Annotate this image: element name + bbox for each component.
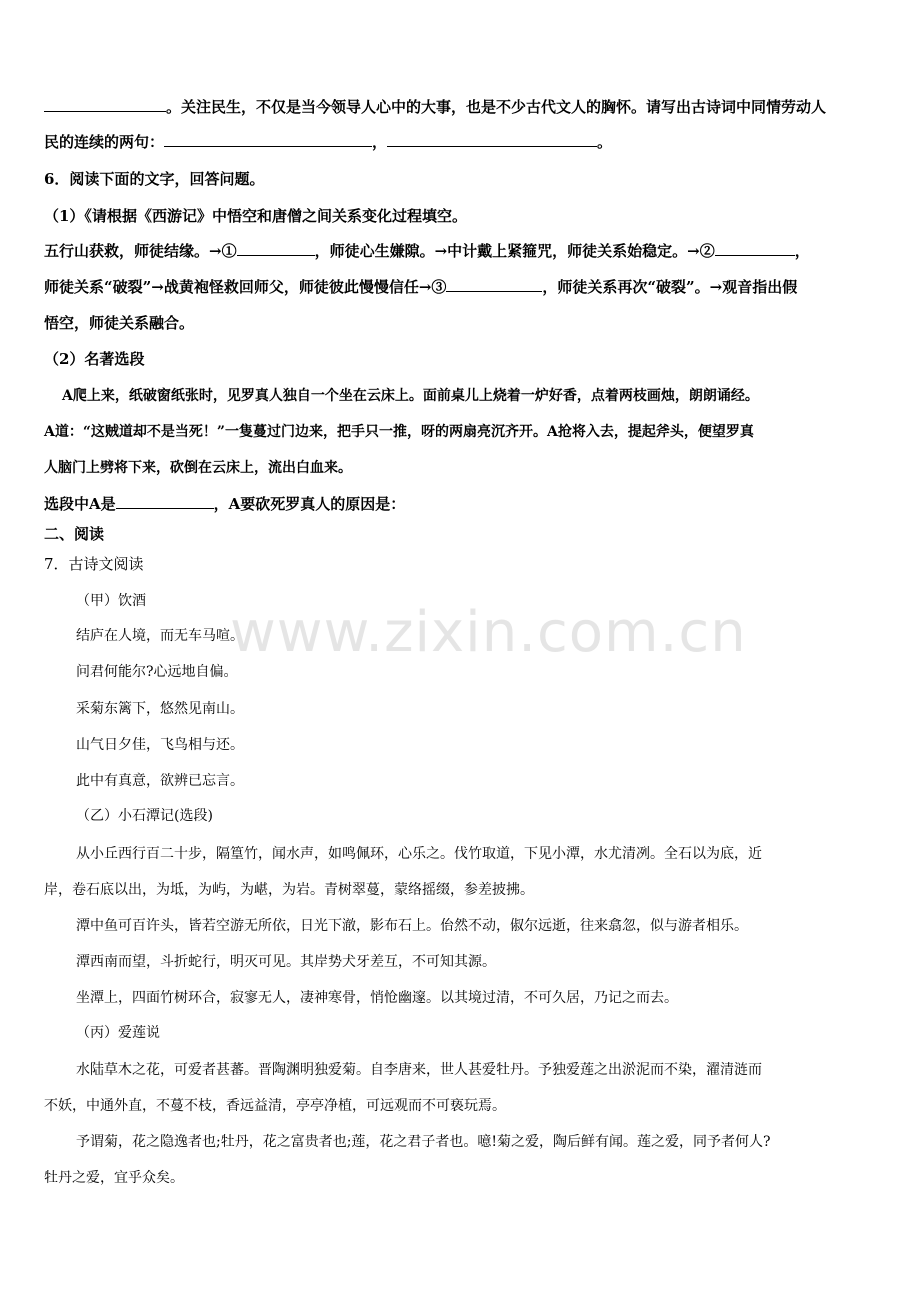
poem-line: 结庐在人境，而无车马喧。 [76,628,244,644]
prose-yi-line: 坐潭上，四面竹树环合，寂寥无人，凄神寒骨，悄怆幽邃。以其境过清，不可久居，乃记之而去。 [76,990,678,1006]
answer-blank [446,277,542,292]
q5-line-1: 。关注民生，不仅是当今领导人心中的大事，也是不少古代文人的胸怀。请写出古诗词中同情劳动人 [44,96,826,118]
excerpt-line-2: A道：“这贼道却不是当死！”一隻蔓过门边来，把手只一推，呀的两扇亮沉齐开。A抢将入去，提起斧头，便望罗真 [44,424,754,440]
prose-bing-line: 牡丹之爱，宜乎众矣。 [44,1170,184,1186]
poem-jia-title: （甲）饮酒 [76,593,146,609]
q6-part1-title: （1）《请根据《西游记》中悟空和唐僧之间关系变化过程填空。 [44,207,467,225]
excerpt-line-1: A爬上来，纸破窗纸张时，见罗真人独自一个坐在云床上。面前桌儿上烧着一炉好香，点着两枝画烛，朗朗诵经。 [62,388,759,404]
q6-flow-line-2: 师徒关系“破裂”→战黄袍怪救回师父，师徒彼此慢慢信任→③ ，师徒关系再次“破裂”。→观音指出假 [44,278,798,296]
section-title: 二、阅读 [44,525,105,543]
answer-blank [387,132,597,147]
answer-blank [164,132,372,147]
answer-blank [116,494,214,509]
q6-flow-line-3: 悟空，师徒关系融合。 [44,314,195,332]
answer-blank [715,241,795,256]
poem-line: 问君何能尔?心远地自偏。 [76,664,238,680]
poem-line: 山气日夕佳，飞鸟相与还。 [76,737,244,753]
q6-title: 6．阅读下面的文字，回答问题。 [44,170,265,188]
prose-yi-line: 从小丘西行百二十步，隔篁竹，闻水声，如鸣佩环，心乐之。伐竹取道，下见小潭，水尤清冽。全石以为底，近 [76,846,762,862]
poem-line: 采菊东篱下，悠然见南山。 [76,701,244,717]
prose-bing-line: 予谓菊，花之隐逸者也;牡丹，花之富贵者也;莲，花之君子者也。噫!菊之爱，陶后鲜有闻。莲之爱，同予者何人? [76,1134,771,1150]
prose-yi-line: 潭中鱼可百许头，皆若空游无所依，日光下澈，影布石上。佁然不动，俶尔远逝，往来翕忽，似与游者相乐。 [76,918,748,934]
poem-line: 此中有真意，欲辨已忘言。 [76,773,244,789]
watermark: www.zixin.com.cn [230,600,747,665]
prose-yi-line: 岸，卷石底以出，为坻，为屿，为嵁，为岩。青树翠蔓，蒙络摇缀，参差披拂。 [44,882,534,898]
prose-yi-line: 潭西南而望，斗折蛇行，明灭可见。其岸势犬牙差互，不可知其源。 [76,954,496,970]
prose-yi-title: （乙）小石潭记(选段) [76,808,213,824]
prose-bing-line: 不妖，中通外直，不蔓不枝，香远益清，亭亭净植，可远观而不可亵玩焉。 [44,1098,506,1114]
excerpt-line-3: 人脑门上劈将下来，砍倒在云床上，流出白血来。 [44,460,352,476]
q5-line-2: 民的连续的两句： ， 。 [44,133,613,151]
q6-part2-title: （2）名著选段 [44,350,145,368]
answer-blank [237,241,315,256]
q6-question: 选段中A是 ，A要砍死罗真人的原因是： [44,495,406,513]
prose-bing-title: （丙）爱莲说 [76,1025,160,1041]
prose-bing-line: 水陆草木之花，可爱者甚蕃。晋陶渊明独爱菊。自李唐来，世人甚爱牡丹。予独爱莲之出淤泥而不染，濯清涟而 [76,1062,762,1078]
q7-title: 7．古诗文阅读 [44,555,144,573]
q6-flow-line-1: 五行山获救，师徒结缘。→① ，师徒心生嫌隙。→中计戴上紧箍咒，师徒关系始稳定。→② ， [44,242,810,260]
answer-blank [44,97,166,112]
